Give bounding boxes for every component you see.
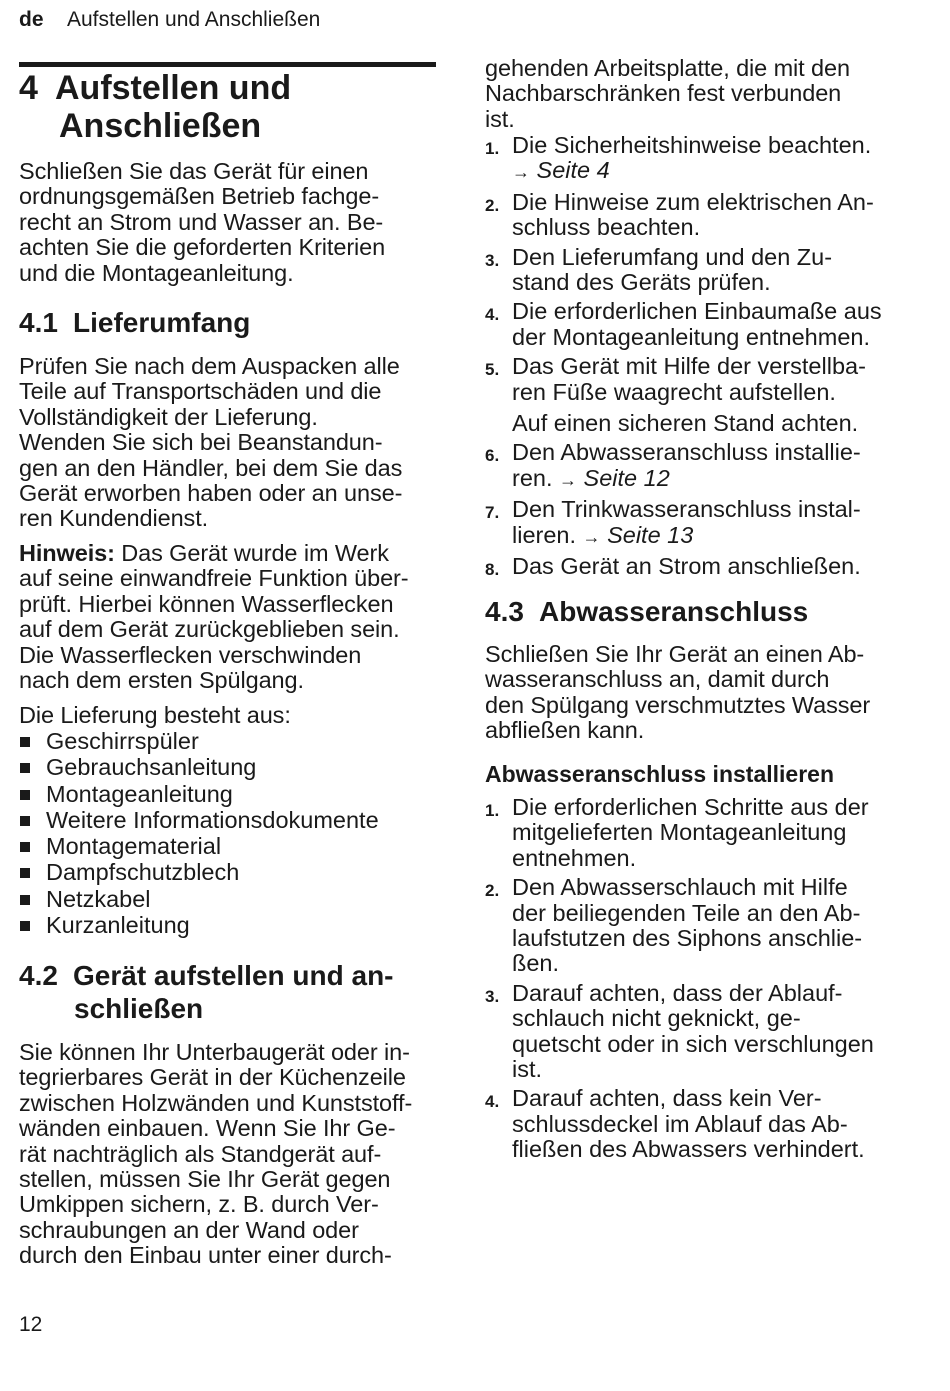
step-text: laufstutzen des Siphons anschlie-	[512, 925, 863, 952]
step-text: schlussdeckel im Ablauf das Ab-	[512, 1110, 848, 1137]
step-item	[485, 875, 915, 977]
text-line: abfließen kann.	[485, 717, 645, 744]
install-steps-list	[485, 133, 915, 584]
step-item	[485, 795, 915, 871]
text-line: nach dem ersten Spülgang.	[19, 667, 304, 694]
step-number: 4.	[485, 1092, 500, 1112]
step-text: Das Gerät mit Hilfe der verstellba-	[512, 353, 866, 380]
step-item	[485, 190, 915, 241]
delivery-list-intro: Die Lieferung besteht aus:	[19, 702, 291, 728]
section-number: 4	[19, 69, 38, 107]
step-subtext: Auf einen sicheren Stand achten.	[512, 410, 859, 437]
section-4-1-heading	[19, 306, 250, 339]
step-number: 7.	[485, 503, 500, 523]
text-line: Wenden Sie sich bei Beanstandun-	[19, 429, 383, 456]
text-line: prüft. Hierbei können Wasserflecken	[19, 590, 394, 617]
list-item	[19, 912, 439, 938]
list-item-text: Montageanleitung	[46, 780, 233, 807]
list-item-text: Gebrauchsanleitung	[46, 754, 257, 781]
text-line: Teile auf Transportschäden und die	[19, 378, 382, 405]
text-line: Schließen Sie Ihr Gerät an einen Ab-	[485, 641, 865, 667]
step-text: Darauf achten, dass kein Ver-	[512, 1085, 822, 1112]
step-text: fließen des Abwassers verhindert.	[512, 1136, 865, 1163]
bullet-square-icon	[20, 921, 30, 931]
step-text: Die Sicherheitshinweise beachten.	[512, 132, 872, 158]
text-line: stellen, müssen Sie Ihr Gerät gegen	[19, 1166, 391, 1193]
text-line: auf seine einwandfreie Funktion über-	[19, 565, 409, 592]
text-line: und die Montageanleitung.	[19, 259, 294, 286]
list-item	[19, 833, 439, 859]
text-line: Vollständigkeit der Lieferung.	[19, 403, 318, 430]
step-text: schlauch nicht geknickt, ge-	[512, 1005, 801, 1032]
step-number: 3.	[485, 986, 500, 1006]
text-line: durch den Einbau unter einer durch-	[19, 1242, 392, 1269]
note-block	[19, 541, 409, 693]
step-text: Das Gerät an Strom anschließen.	[512, 553, 861, 580]
text-line: gen an den Händler, bei dem Sie das	[19, 454, 403, 481]
step-item	[485, 981, 915, 1083]
bullet-square-icon	[20, 816, 30, 826]
list-item	[19, 886, 439, 912]
text-line: achten Sie die geforderten Kriterien	[19, 234, 386, 261]
step-text: Die Hinweise zum elektrischen An-	[512, 188, 874, 215]
step-item	[485, 440, 915, 493]
step-text: der Montageanleitung entnehmen.	[512, 323, 870, 350]
text-line: ren Kundendienst.	[19, 505, 209, 532]
step-text: Den Abwasseranschluss installie-	[512, 439, 861, 466]
list-item-text: Kurzanleitung	[46, 912, 190, 939]
section-4-2-paragraph-continued	[485, 56, 850, 132]
drain-steps-list	[485, 795, 915, 1167]
text-line: zwischen Holzwänden und Kunststoff-	[19, 1089, 413, 1116]
step-text: Den Abwasserschlauch mit Hilfe	[512, 874, 848, 901]
bullet-square-icon	[20, 842, 30, 852]
section-4-2-paragraph	[19, 1040, 412, 1269]
text-line: Gerät erworben haben oder an unse-	[19, 480, 403, 507]
text-line: Umkippen sichern, z. B. durch Ver-	[19, 1191, 379, 1218]
text-line: recht an Strom und Wasser an. Be-	[19, 208, 384, 235]
bullet-square-icon	[20, 790, 30, 800]
step-text: Den Trinkwasseranschluss instal-	[512, 496, 861, 523]
header-chapter-title: Aufstellen und Anschließen	[67, 8, 321, 31]
list-item	[19, 807, 439, 833]
step-text: Die erforderlichen Einbaumaße aus	[512, 298, 882, 325]
section-number: 4.3	[485, 596, 524, 627]
step-text: ren Füße waagrecht aufstellen.	[512, 378, 836, 405]
arrow-right-icon: →	[512, 162, 530, 183]
bullet-square-icon	[20, 763, 30, 773]
list-item-text: Dampfschutzblech	[46, 859, 240, 886]
bullet-square-icon	[20, 737, 30, 747]
text-line: gehenden Arbeitsplatte, die mit den	[485, 55, 850, 81]
page-reference[interactable]	[512, 158, 915, 185]
heading-text: Abwasseranschluss	[539, 596, 809, 627]
step-number: 1.	[485, 801, 500, 820]
list-item	[19, 859, 439, 885]
step-number: 3.	[485, 250, 500, 270]
step-number: 2.	[485, 881, 500, 901]
bullet-square-icon	[20, 895, 30, 905]
step-number: 1.	[485, 139, 500, 158]
step-item	[485, 1086, 915, 1162]
step-text: mitgelieferten Montageanleitung	[512, 819, 847, 846]
step-item	[485, 354, 915, 436]
text-line: den Spülgang verschmutztes Wasser	[485, 691, 871, 718]
section-4-heading	[19, 69, 291, 145]
step-item	[485, 133, 915, 186]
page-reference-text: Seite 4	[530, 157, 610, 184]
subheading-drain-install: Abwasseranschluss installieren	[485, 761, 834, 787]
text-line: ordnungsgemäßen Betrieb fachge-	[19, 183, 380, 210]
section-4-intro	[19, 159, 385, 286]
list-item-text: Geschirrspüler	[46, 728, 199, 754]
section-number: 4.1	[19, 307, 58, 338]
page-reference-text: Seite 12	[577, 464, 670, 491]
step-text: lieren.	[512, 521, 583, 548]
step-text: Darauf achten, dass der Ablauf-	[512, 979, 843, 1006]
step-number: 8.	[485, 560, 500, 580]
step-text: Die erforderlichen Schritte aus der	[512, 794, 869, 820]
text-line: schraubungen an der Wand oder	[19, 1216, 359, 1243]
text-line: wänden einbauen. Wenn Sie Ihr Ge-	[19, 1115, 396, 1142]
step-text: ist.	[512, 1056, 543, 1083]
step-number: 4.	[485, 305, 500, 325]
heading-text: Lieferumfang	[73, 307, 251, 338]
step-text: schluss beachten.	[512, 214, 701, 241]
list-item-text: Netzkabel	[46, 885, 151, 912]
delivery-list	[19, 728, 439, 938]
page-reference[interactable]	[512, 523, 915, 550]
section-number: 4.2	[19, 960, 58, 991]
note-label: Hinweis:	[19, 540, 115, 566]
step-text: stand des Geräts prüfen.	[512, 269, 771, 296]
heading-line: Anschließen	[59, 107, 262, 145]
text-line: ist.	[485, 105, 515, 132]
text-line: Schließen Sie das Gerät für einen	[19, 158, 369, 184]
list-item-text: Montagematerial	[46, 833, 222, 860]
section-rule	[19, 62, 436, 67]
page-number: 12	[19, 1313, 43, 1336]
note-text: Das Gerät wurde im Werk	[121, 540, 389, 566]
step-item	[485, 497, 915, 550]
heading-line: schließen	[74, 993, 204, 1024]
text-line: tegrierbares Gerät in der Küchenzeile	[19, 1064, 406, 1091]
section-4-3-paragraph	[485, 642, 870, 744]
text-line: Prüfen Sie nach dem Auspacken alle	[19, 353, 400, 379]
arrow-right-icon: →	[559, 469, 578, 490]
text-line: Sie können Ihr Unterbaugerät oder in-	[19, 1039, 410, 1065]
page-reference-text: Seite 13	[600, 521, 694, 548]
heading-line: Aufstellen und	[55, 69, 292, 107]
section-4-1-paragraph	[19, 354, 402, 532]
list-item	[19, 781, 439, 807]
bullet-square-icon	[20, 868, 30, 878]
list-item	[19, 728, 439, 754]
step-item	[485, 554, 915, 579]
text-line: rät nachträglich als Standgerät auf-	[19, 1140, 382, 1167]
step-text: entnehmen.	[512, 844, 637, 871]
step-text: ßen.	[512, 950, 560, 977]
text-line: Die Wasserflecken verschwinden	[19, 641, 362, 668]
text-line: Nachbarschränken fest verbunden	[485, 80, 842, 107]
step-text: der beiliegenden Teile an den Ab-	[512, 899, 861, 926]
step-text: quetscht oder in sich verschlungen	[512, 1030, 874, 1057]
section-4-3-heading	[485, 595, 808, 628]
list-item	[19, 754, 439, 780]
step-text: ren.	[512, 464, 560, 491]
list-item-text: Weitere Informationsdokumente	[46, 806, 379, 833]
text-line: wasseranschluss an, damit durch	[485, 666, 830, 693]
page-reference[interactable]	[512, 466, 915, 493]
step-number: 2.	[485, 195, 500, 215]
text-line: auf dem Gerät zurückgeblieben sein.	[19, 616, 400, 643]
arrow-right-icon: →	[582, 526, 601, 547]
step-item	[485, 245, 915, 296]
language-code: de	[19, 8, 44, 31]
step-text: Den Lieferumfang und den Zu-	[512, 243, 833, 270]
step-item	[485, 299, 915, 350]
step-number: 6.	[485, 446, 500, 466]
heading-line: Gerät aufstellen und an-	[73, 960, 394, 991]
section-4-2-heading	[19, 959, 394, 1025]
step-number: 5.	[485, 360, 500, 380]
